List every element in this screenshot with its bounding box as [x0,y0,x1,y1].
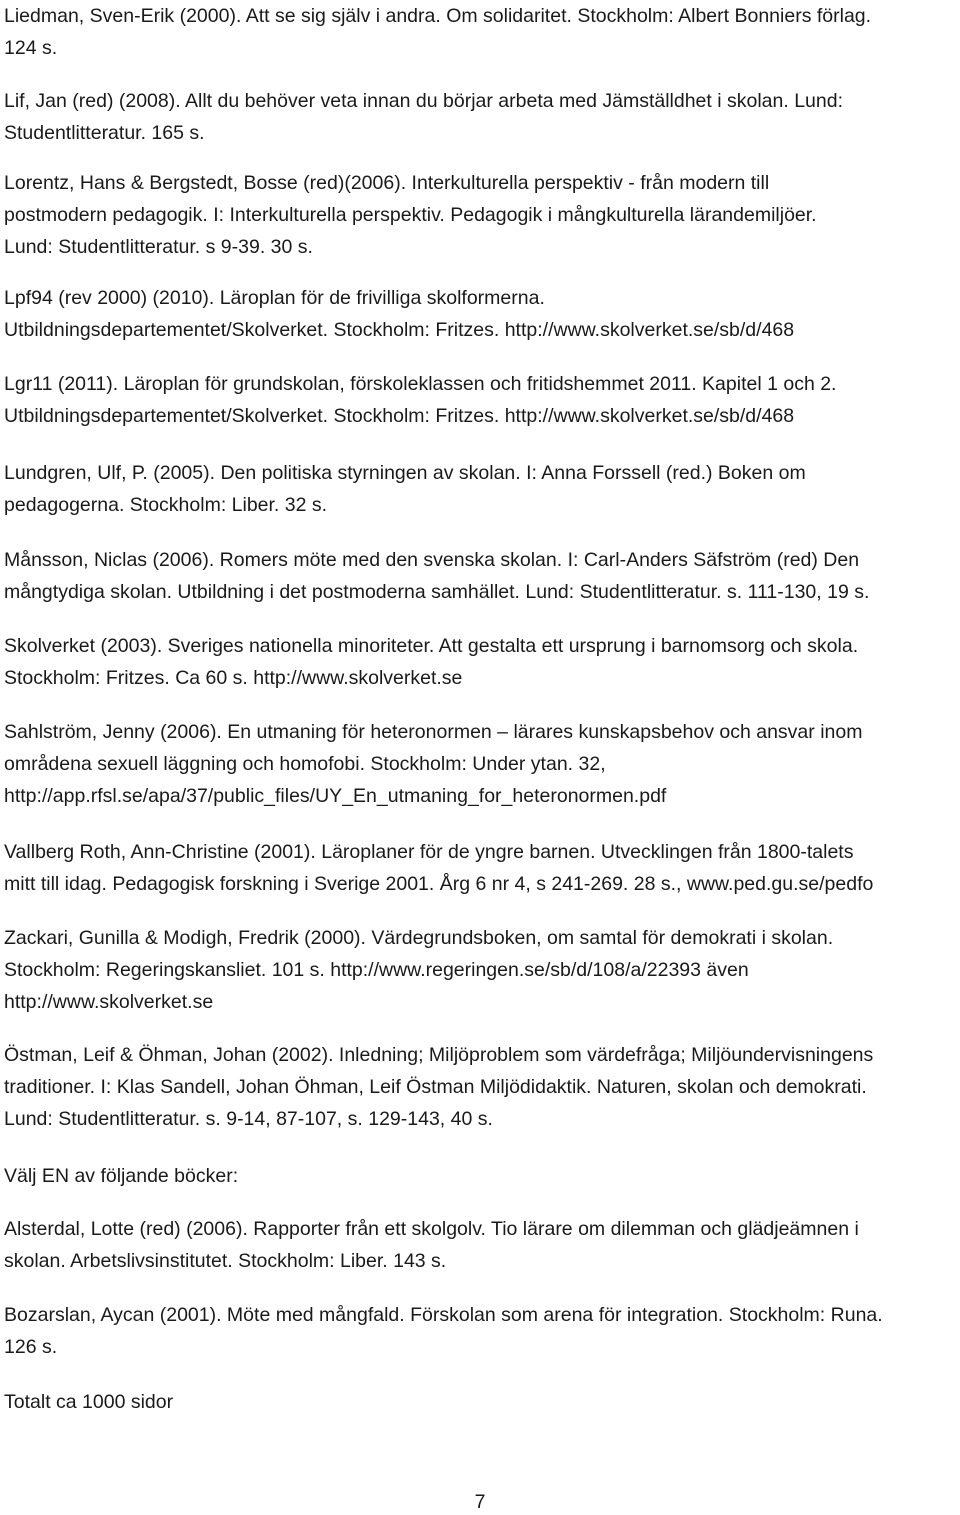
reference-line: områdena sexuell läggning och homofobi. Stockholm: Under ytan. 32, [4,753,606,775]
page-number: 7 [474,1491,486,1513]
reference-entry-mansson [4,544,956,608]
reference-line: Lpf94 (rev 2000) (2010). Läroplan för de frivilliga skolformerna. [4,287,545,309]
reference-entry-bozarslan [4,1299,956,1363]
reference-line: Lundgren, Ulf, P. (2005). Den politiska styrningen av skolan. I: Anna Forssell (red.) Boken om [4,462,806,484]
reference-line: 126 s. [4,1336,58,1358]
reference-entry-lorentz [4,167,956,263]
reference-line: Bozarslan, Aycan (2001). Möte med mångfald. Förskolan som arena för integration. Stockholm: Runa. [4,1304,883,1326]
reference-line: postmodern pedagogik. I: Interkulturella perspektiv. Pedagogik i mångkulturella lärandemiljöer. [4,204,817,226]
reference-line: traditioner. I: Klas Sandell, Johan Öhman, Leif Östman Miljödidaktik. Naturen, skolan och demokrati. [4,1076,867,1098]
reference-entry-skolverket [4,630,956,694]
total-pages-note [4,1386,956,1418]
reference-entry-zackari [4,922,956,1018]
reference-line: Vallberg Roth, Ann-Christine (2001). Läroplaner för de yngre barnen. Utvecklingen från 1800-talets [4,841,854,863]
reference-line: Lgr11 (2011). Läroplan för grundskolan, förskoleklassen och fritidshemmet 2011. Kapitel 1 och 2. [4,373,837,395]
reference-line: mitt till idag. Pedagogisk forskning i Sverige 2001. Årg 6 nr 4, s 241-269. 28 s., www.ped.gu.se/pedfo [4,873,874,895]
reference-line: Skolverket (2003). Sveriges nationella minoriteter. Att gestalta ett ursprung i barnomsorg och skola. [4,635,859,657]
reference-line: Lund: Studentlitteratur. s. 9-14, 87-107, s. 129-143, 40 s. [4,1108,493,1130]
reference-line: http://app.rfsl.se/apa/37/public_files/UY_En_utmaning_for_heteronormen.pdf [4,785,667,807]
reference-line: Månsson, Niclas (2006). Romers möte med den svenska skolan. I: Carl-Anders Säfström (red) Den [4,549,860,571]
reference-line: Utbildningsdepartementet/Skolverket. Stockholm: Fritzes. http://www.skolverket.se/sb/d/468 [4,319,795,341]
section-label: Välj EN av följande böcker: [4,1165,239,1187]
reference-entry-alsterdal [4,1213,956,1277]
reference-line: mångtydiga skolan. Utbildning i det postmoderna samhället. Lund: Studentlitteratur. s. 111-130, 19 s. [4,581,870,603]
reference-entry-vallberg-roth [4,836,956,900]
reference-entry-lgr11 [4,368,956,432]
reference-line: skolan. Arbetslivsinstitutet. Stockholm: Liber. 143 s. [4,1250,447,1272]
reference-line: Utbildningsdepartementet/Skolverket. Stockholm: Fritzes. http://www.skolverket.se/sb/d/468 [4,405,795,427]
reference-line: Lorentz, Hans & Bergstedt, Bosse (red)(2006). Interkulturella perspektiv - från modern till [4,172,770,194]
reference-line: Alsterdal, Lotte (red) (2006). Rapporter från ett skolgolv. Tio lärare om dilemman och glädjeämnen i [4,1218,859,1240]
reference-entry-lpf94 [4,282,956,346]
reference-line: Lif, Jan (red) (2008). Allt du behöver veta innan du börjar arbeta med Jämställdhet i skolan. Lund: [4,90,843,112]
reference-line: 124 s. [4,37,58,59]
reference-entry-ostman [4,1039,956,1135]
total-pages-text: Totalt ca 1000 sidor [4,1391,174,1413]
reference-line: http://www.skolverket.se [4,991,214,1013]
choose-one-heading [4,1160,956,1192]
reference-line: Östman, Leif & Öhman, Johan (2002). Inledning; Miljöproblem som värdefråga; Miljöundervisningens [4,1044,874,1066]
reference-line: Stockholm: Regeringskansliet. 101 s. http://www.regeringen.se/sb/d/108/a/22393 även [4,959,749,981]
reference-line: pedagogerna. Stockholm: Liber. 32 s. [4,494,328,516]
reference-line: Sahlström, Jenny (2006). En utmaning för heteronormen – lärares kunskapsbehov och ansvar inom [4,721,863,743]
reference-line: Zackari, Gunilla & Modigh, Fredrik (2000). Värdegrundsboken, om samtal för demokrati i skolan. [4,927,834,949]
reference-entry-lundgren [4,457,956,521]
reference-line: Studentlitteratur. 165 s. [4,122,205,144]
reference-line: Stockholm: Fritzes. Ca 60 s. http://www.skolverket.se [4,667,463,689]
reference-line: Liedman, Sven-Erik (2000). Att se sig själv i andra. Om solidaritet. Stockholm: Albert Bonniers förlag. [4,5,872,27]
reference-entry-liedman [4,0,956,64]
reference-entry-lif [4,85,956,149]
reference-line: Lund: Studentlitteratur. s 9-39. 30 s. [4,236,313,258]
reference-entry-sahlstrom [4,716,956,812]
